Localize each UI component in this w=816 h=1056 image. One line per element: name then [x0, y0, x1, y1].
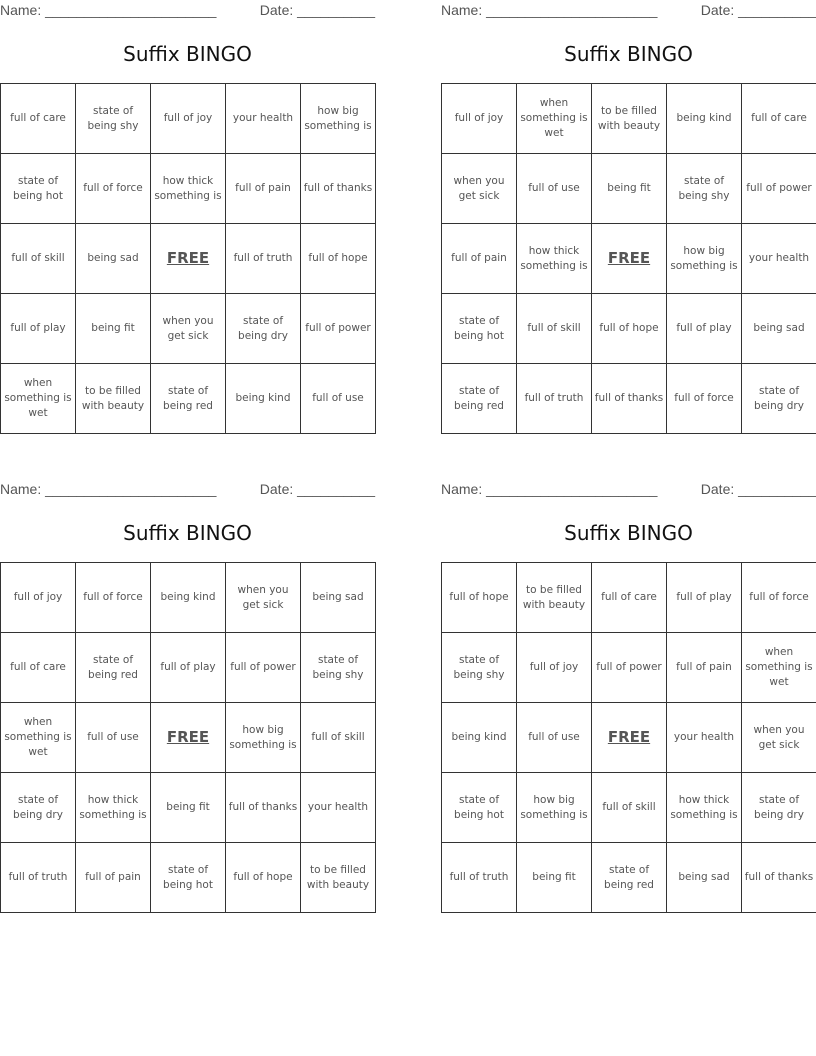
free-space[interactable]: FREE [151, 703, 226, 773]
grid-row [442, 843, 816, 913]
grid-row [442, 154, 816, 224]
bingo-cell[interactable]: full of pain [226, 154, 301, 224]
card-title: Suffix BINGO [564, 42, 693, 66]
bingo-cell[interactable]: full of power [742, 154, 816, 224]
bingo-cell[interactable]: being sad [301, 563, 376, 633]
bingo-cell[interactable]: your health [742, 224, 816, 294]
bingo-grid [0, 83, 376, 434]
bingo-cell[interactable]: when something is wet [517, 84, 592, 154]
bingo-cell[interactable]: state of being red [76, 633, 151, 703]
bingo-cell[interactable]: full of use [301, 364, 376, 434]
bingo-cell[interactable]: when something is wet [1, 364, 76, 434]
bingo-cell[interactable]: when you get sick [742, 703, 816, 773]
bingo-cell[interactable]: how big something is [517, 773, 592, 843]
bingo-cell[interactable]: full of hope [442, 563, 517, 633]
bingo-cell[interactable]: to be filled with beauty [301, 843, 376, 913]
bingo-cell[interactable]: full of thanks [592, 364, 667, 434]
bingo-cell[interactable]: full of hope [592, 294, 667, 364]
bingo-cell[interactable]: being fit [151, 773, 226, 843]
bingo-cell[interactable]: state of being red [592, 843, 667, 913]
bingo-cell[interactable]: how thick something is [667, 773, 742, 843]
bingo-cell[interactable]: full of joy [151, 84, 226, 154]
bingo-cell[interactable]: how big something is [226, 703, 301, 773]
bingo-cell[interactable]: how thick something is [517, 224, 592, 294]
bingo-cell[interactable]: how big something is [667, 224, 742, 294]
name-field[interactable]: Name: ______________________ [0, 481, 217, 497]
grid-row [1, 154, 376, 224]
bingo-cell[interactable]: being fit [592, 154, 667, 224]
card-title: Suffix BINGO [123, 42, 252, 66]
bingo-cell[interactable]: full of skill [301, 703, 376, 773]
bingo-cell[interactable]: full of pain [667, 633, 742, 703]
bingo-cell[interactable]: state of being shy [442, 633, 517, 703]
bingo-cell[interactable]: your health [226, 84, 301, 154]
bingo-cell[interactable]: your health [301, 773, 376, 843]
bingo-cell[interactable]: state of being shy [667, 154, 742, 224]
bingo-cell[interactable]: full of use [517, 154, 592, 224]
bingo-cell[interactable]: full of play [667, 294, 742, 364]
bingo-cell[interactable]: when you get sick [442, 154, 517, 224]
bingo-cell[interactable]: state of being red [151, 364, 226, 434]
bingo-cell[interactable]: state of being hot [442, 294, 517, 364]
grid-row [442, 84, 816, 154]
grid-row [442, 364, 816, 434]
bingo-cell[interactable]: to be filled with beauty [592, 84, 667, 154]
date-field[interactable]: Date: __________ [700, 481, 816, 497]
grid-row [442, 294, 816, 364]
bingo-cell[interactable]: state of being shy [301, 633, 376, 703]
grid-row [442, 224, 816, 294]
bingo-cell[interactable]: full of force [76, 563, 151, 633]
bingo-cell[interactable]: how thick something is [76, 773, 151, 843]
bingo-cell[interactable]: full of thanks [742, 843, 816, 913]
bingo-cell[interactable]: full of thanks [301, 154, 376, 224]
bingo-cell[interactable]: state of being dry [742, 364, 816, 434]
grid-row [1, 364, 376, 434]
date-field[interactable]: Date: __________ [700, 2, 816, 18]
card-title: Suffix BINGO [123, 521, 252, 545]
grid-row [1, 633, 376, 703]
bingo-cell[interactable]: full of skill [1, 224, 76, 294]
bingo-cell[interactable]: how big something is [301, 84, 376, 154]
bingo-cell[interactable]: being kind [667, 84, 742, 154]
bingo-cell[interactable]: full of power [226, 633, 301, 703]
bingo-grid [441, 562, 816, 913]
name-field[interactable]: Name: ______________________ [441, 481, 658, 497]
name-date-line [0, 479, 375, 501]
name-date-line [441, 0, 816, 22]
bingo-grid [441, 83, 816, 434]
bingo-card [441, 479, 816, 891]
bingo-cell[interactable]: full of joy [517, 633, 592, 703]
grid-row [442, 633, 816, 703]
grid-row [442, 563, 816, 633]
free-space[interactable]: FREE [151, 224, 226, 294]
bingo-cell[interactable]: full of force [742, 563, 816, 633]
grid-row [1, 843, 376, 913]
bingo-cell[interactable]: full of joy [442, 84, 517, 154]
bingo-cell[interactable]: full of force [667, 364, 742, 434]
bingo-cell[interactable]: being fit [517, 843, 592, 913]
bingo-cell[interactable]: being sad [667, 843, 742, 913]
bingo-cell[interactable]: state of being dry [742, 773, 816, 843]
date-field[interactable]: Date: __________ [259, 2, 375, 18]
bingo-cell[interactable]: full of skill [592, 773, 667, 843]
card-title: Suffix BINGO [564, 521, 693, 545]
bingo-cell[interactable]: state of being dry [226, 294, 301, 364]
bingo-cell[interactable]: how thick something is [151, 154, 226, 224]
bingo-cell[interactable]: full of power [301, 294, 376, 364]
bingo-card [0, 0, 375, 419]
bingo-cell[interactable]: state of being hot [1, 154, 76, 224]
bingo-cell[interactable]: full of skill [517, 294, 592, 364]
bingo-cell[interactable]: full of use [517, 703, 592, 773]
grid-row [1, 563, 376, 633]
bingo-cell[interactable]: full of care [1, 633, 76, 703]
grid-row [1, 703, 376, 773]
grid-row [1, 84, 376, 154]
name-date-line [441, 479, 816, 501]
date-field[interactable]: Date: __________ [259, 481, 375, 497]
bingo-cell[interactable]: full of play [151, 633, 226, 703]
bingo-cell[interactable]: to be filled with beauty [76, 364, 151, 434]
bingo-cell[interactable]: full of hope [226, 843, 301, 913]
grid-row [1, 224, 376, 294]
grid-row [442, 703, 816, 773]
bingo-cell[interactable]: full of truth [442, 843, 517, 913]
bingo-cell[interactable]: full of play [1, 294, 76, 364]
grid-row [1, 294, 376, 364]
bingo-cell[interactable]: full of truth [517, 364, 592, 434]
bingo-cell[interactable]: full of use [76, 703, 151, 773]
name-field[interactable]: Name: ______________________ [0, 2, 217, 18]
bingo-cell[interactable]: full of truth [1, 843, 76, 913]
bingo-grid [0, 562, 376, 913]
bingo-cell[interactable]: to be filled with beauty [517, 563, 592, 633]
name-field[interactable]: Name: ______________________ [441, 2, 658, 18]
bingo-card [441, 0, 816, 412]
bingo-cell[interactable]: state of being shy [76, 84, 151, 154]
bingo-cell[interactable]: being kind [226, 364, 301, 434]
bingo-cell[interactable]: state of being hot [151, 843, 226, 913]
bingo-cell[interactable]: being fit [76, 294, 151, 364]
bingo-cell[interactable]: full of care [592, 563, 667, 633]
bingo-cell[interactable]: full of hope [301, 224, 376, 294]
bingo-cell[interactable]: full of truth [226, 224, 301, 294]
bingo-cell[interactable]: full of force [76, 154, 151, 224]
bingo-cell[interactable]: when something is wet [742, 633, 816, 703]
bingo-cell[interactable]: state of being hot [442, 773, 517, 843]
bingo-cell[interactable]: full of play [667, 563, 742, 633]
name-date-line [0, 0, 375, 22]
bingo-cell[interactable]: full of joy [1, 563, 76, 633]
bingo-cell[interactable]: full of pain [442, 224, 517, 294]
bingo-cell[interactable]: being sad [742, 294, 816, 364]
free-space[interactable]: FREE [592, 224, 667, 294]
bingo-cell[interactable]: full of pain [76, 843, 151, 913]
free-space[interactable]: FREE [592, 703, 667, 773]
bingo-cell[interactable]: when you get sick [226, 563, 301, 633]
bingo-cell[interactable]: being kind [442, 703, 517, 773]
bingo-cell[interactable]: full of care [742, 84, 816, 154]
bingo-cell[interactable]: being kind [151, 563, 226, 633]
bingo-cell[interactable]: when something is wet [1, 703, 76, 773]
grid-row [1, 773, 376, 843]
bingo-cell[interactable]: full of power [592, 633, 667, 703]
bingo-cell[interactable]: full of care [1, 84, 76, 154]
bingo-cell[interactable]: being sad [76, 224, 151, 294]
bingo-cell[interactable]: state of being dry [1, 773, 76, 843]
bingo-card [0, 479, 375, 891]
bingo-cell[interactable]: state of being red [442, 364, 517, 434]
bingo-cell[interactable]: full of thanks [226, 773, 301, 843]
bingo-cell[interactable]: your health [667, 703, 742, 773]
grid-row [442, 773, 816, 843]
bingo-cell[interactable]: when you get sick [151, 294, 226, 364]
